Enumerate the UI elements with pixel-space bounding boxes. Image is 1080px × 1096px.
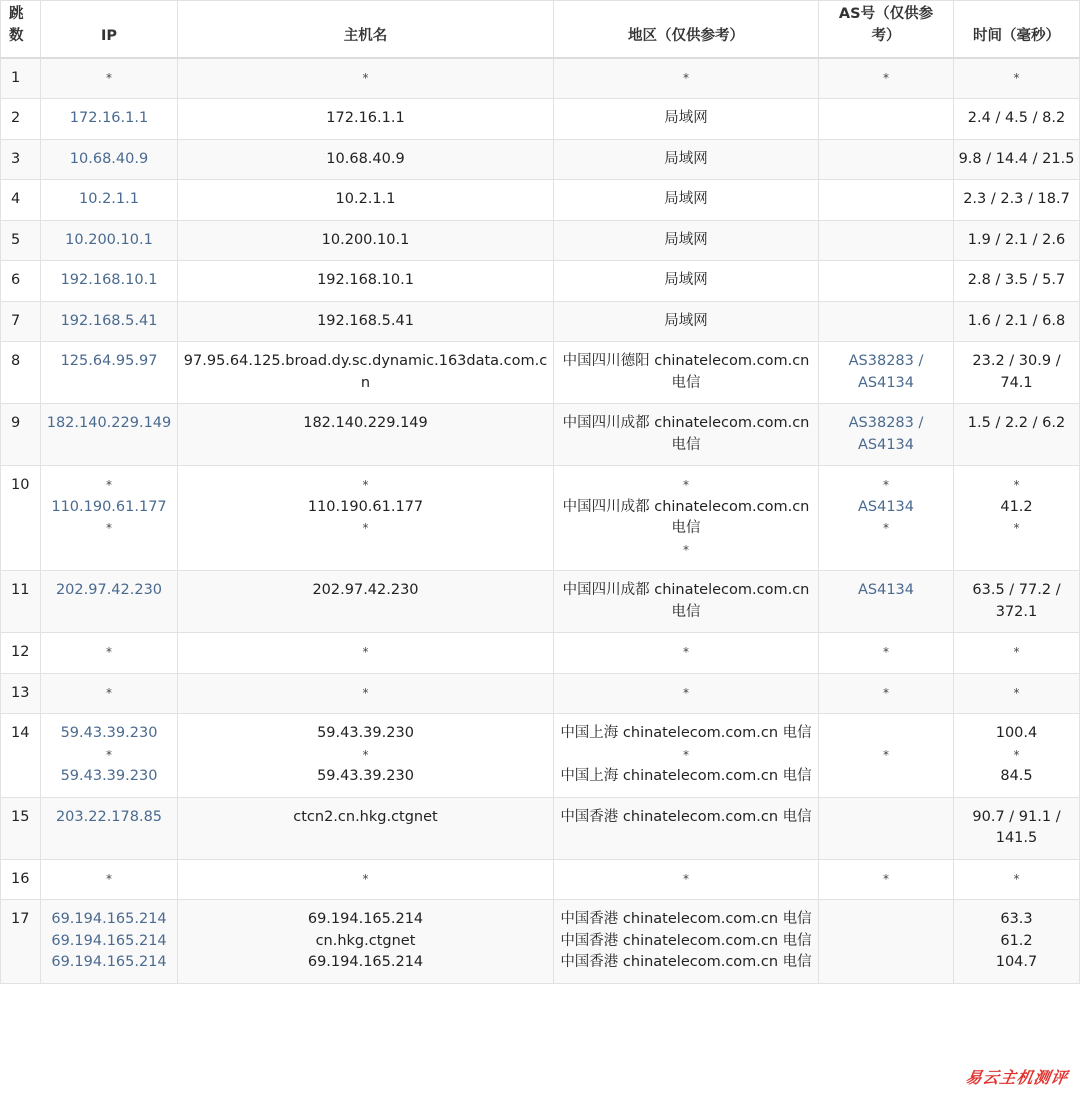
region-value: 中国四川德阳 chinatelecom.com.cn 电信 [562,353,810,391]
ip-cell [41,571,178,633]
latency-cell [954,58,1080,99]
as-number-cell [819,633,954,674]
as-number-link [823,766,949,788]
region-value: 中国四川成都 chinatelecom.com.cn 电信 [562,582,810,620]
no-response-marker: * [106,685,112,700]
hop-number: 1 [1,58,41,99]
header-as [819,1,954,58]
no-response-marker: * [106,70,112,85]
latency-value: 84.5 [1000,768,1033,784]
latency-cell [954,714,1080,798]
latency-cell [954,301,1080,342]
hop-number: 2 [1,99,41,140]
hostname-cell [178,342,554,404]
no-response-marker: * [106,871,112,886]
table-row [1,342,1080,404]
header-hop-label: 跳数 [9,6,24,44]
no-response-marker: * [362,521,369,535]
region-value: 中国香港 chinatelecom.com.cn 电信 [560,954,812,970]
ip-cell [41,58,178,99]
hostname-value: 10.68.40.9 [326,150,405,167]
region-cell [554,900,819,984]
latency-value: 2.4 / 4.5 / 8.2 [967,110,1066,126]
ip-link[interactable]: 202.97.42.230 [55,582,163,598]
no-response-marker: * [1013,685,1020,700]
ip-cell [41,139,178,180]
hostname-value: 202.97.42.230 [312,582,419,598]
no-response-marker: * [1013,478,1020,492]
no-response-marker: * [362,747,369,762]
as-number-link[interactable]: AS38283 / AS4134 [848,415,924,453]
as-number-cell [819,342,954,404]
ip-cell [41,714,178,798]
as-number-link[interactable]: AS4134 [857,498,915,515]
latency-value: 63.3 [1000,911,1033,927]
latency-value: 61.2 [1000,932,1033,949]
header-time: 时间（毫秒） [954,1,1080,58]
latency-cell [954,180,1080,221]
no-response-marker: * [683,645,689,659]
no-response-marker: * [883,685,889,700]
no-response-marker: * [1013,871,1020,886]
region-value: 中国香港 chinatelecom.com.cn 电信 [560,932,812,949]
no-response-marker: * [1013,645,1020,659]
hostname-cell [178,714,554,798]
as-number-cell [819,571,954,633]
ip-cell [41,342,178,404]
latency-value: 1.9 / 2.1 / 2.6 [967,231,1066,248]
hostname-value: cn.hkg.ctgnet [315,932,416,949]
hostname-value: 110.190.61.177 [307,498,424,515]
region-value: 中国香港 chinatelecom.com.cn 电信 [560,808,812,825]
as-number-cell [819,900,954,984]
latency-value: 100.4 [995,725,1038,741]
region-cell [554,571,819,633]
ip-cell [41,99,178,140]
as-number-cell [819,99,954,140]
latency-value: 1.6 / 2.1 / 6.8 [967,312,1066,329]
hostname-cell [178,58,554,99]
hostname-value: 10.200.10.1 [321,231,410,248]
region-value: 局域网 [664,150,708,167]
hostname-value: 192.168.10.1 [317,272,414,288]
table-row [1,139,1080,180]
as-number-cell [819,466,954,571]
hostname-cell [178,900,554,984]
as-number-cell [819,404,954,466]
latency-cell [954,900,1080,984]
table-row [1,714,1080,798]
no-response-marker: * [1013,747,1020,762]
no-response-marker: * [883,521,889,535]
hop-number: 9 [1,404,41,466]
as-number-link[interactable]: AS38283 / AS4134 [848,353,924,391]
region-cell [554,673,819,714]
latency-value: 63.5 / 77.2 / 372.1 [972,582,1061,620]
hostname-cell [178,797,554,859]
hostname-cell [178,301,554,342]
region-cell [554,342,819,404]
no-response-marker: * [683,478,689,492]
region-value: 中国四川成都 chinatelecom.com.cn 电信 [562,415,810,453]
header-as-label: AS号（仅供参考） [838,6,934,44]
table-row [1,99,1080,140]
ip-link[interactable]: 192.168.5.41 [60,312,158,329]
latency-cell [954,633,1080,674]
region-value: 中国上海 chinatelecom.com.cn 电信 [560,725,812,741]
region-cell [554,261,819,302]
hostname-cell [178,633,554,674]
region-cell [554,714,819,798]
hostname-value: 172.16.1.1 [326,110,405,126]
as-number-cell [819,797,954,859]
table-row [1,633,1080,674]
hop-number: 10 [1,466,41,571]
ip-cell [41,900,178,984]
no-response-marker: * [106,645,112,659]
latency-value: 90.7 / 91.1 / 141.5 [972,808,1061,846]
table-row [1,180,1080,221]
no-response-marker: * [362,871,369,886]
region-cell [554,180,819,221]
no-response-marker: * [106,478,112,492]
no-response-marker: * [362,645,369,659]
table-body [1,58,1080,984]
hostname-value: 69.194.165.214 [307,954,424,970]
as-number-cell [819,180,954,221]
hostname-value: 59.43.39.230 [317,725,414,741]
ip-cell [41,404,178,466]
ip-link[interactable]: 110.190.61.177 [51,498,167,515]
ip-link[interactable]: 192.168.10.1 [60,272,158,288]
ip-cell [41,301,178,342]
table-row [1,301,1080,342]
no-response-marker: * [1013,70,1020,85]
no-response-marker: * [883,871,889,886]
ip-cell [41,261,178,302]
hostname-cell [178,99,554,140]
table-row [1,900,1080,984]
region-value: 局域网 [664,272,708,288]
header-hop [1,1,41,58]
hostname-cell [178,859,554,900]
hop-number: 11 [1,571,41,633]
as-number-cell [819,139,954,180]
latency-value: 41.2 [1000,498,1033,515]
ip-cell [41,797,178,859]
region-cell [554,220,819,261]
region-cell [554,99,819,140]
table-row [1,404,1080,466]
no-response-marker: * [362,685,369,700]
as-number-link[interactable]: AS4134 [857,582,915,598]
ip-cell [41,466,178,571]
as-number-cell [819,301,954,342]
as-number-cell [819,714,954,798]
ip-link[interactable]: 203.22.178.85 [55,808,163,825]
header-row [1,1,1080,58]
table-header [1,1,1080,58]
region-value: 中国香港 chinatelecom.com.cn 电信 [560,911,812,927]
ip-link[interactable]: 10.200.10.1 [65,231,153,248]
hop-number: 14 [1,714,41,798]
region-value: 局域网 [664,312,708,329]
no-response-marker: * [106,521,112,535]
latency-cell [954,466,1080,571]
table-row [1,571,1080,633]
hostname-value: 97.95.64.125.broad.dy.sc.dynamic.163data.com.cn [183,353,548,391]
no-response-marker: * [883,478,889,492]
header-ip: IP [41,1,178,58]
table-row [1,261,1080,302]
no-response-marker: * [683,685,689,700]
no-response-marker: * [683,871,689,886]
as-number-cell [819,220,954,261]
no-response-marker: * [883,747,889,762]
table-row [1,859,1080,900]
latency-cell [954,859,1080,900]
latency-cell [954,99,1080,140]
region-cell [554,301,819,342]
hop-number: 16 [1,859,41,900]
no-response-marker: * [883,645,889,659]
ip-link[interactable]: 125.64.95.97 [60,353,158,369]
hop-number: 5 [1,220,41,261]
hostname-cell [178,220,554,261]
ip-link[interactable]: 69.194.165.214 [51,911,167,927]
hostname-cell [178,466,554,571]
ip-cell [41,220,178,261]
hostname-value: 192.168.5.41 [317,312,414,329]
hostname-cell [178,180,554,221]
header-region: 地区（仅供参考） [554,1,819,58]
ip-cell [41,633,178,674]
hostname-value: 69.194.165.214 [307,911,424,927]
hostname-cell [178,139,554,180]
ip-cell [41,673,178,714]
no-response-marker: * [362,478,369,492]
region-cell [554,404,819,466]
hop-number: 4 [1,180,41,221]
latency-cell [954,571,1080,633]
as-number-cell [819,58,954,99]
table-row [1,466,1080,571]
hostname-cell [178,571,554,633]
as-number-cell [819,261,954,302]
region-cell [554,58,819,99]
latency-value: 23.2 / 30.9 / 74.1 [972,353,1061,391]
no-response-marker: * [362,70,369,85]
region-value: 局域网 [664,231,708,248]
hop-number: 15 [1,797,41,859]
hostname-value: 10.2.1.1 [335,191,396,207]
no-response-marker: * [683,70,689,85]
ip-link[interactable]: 69.194.165.214 [51,932,167,949]
region-value: 局域网 [664,110,708,126]
no-response-marker: * [1013,521,1020,535]
latency-value: 9.8 / 14.4 / 21.5 [958,150,1075,167]
hop-number: 3 [1,139,41,180]
table-row [1,673,1080,714]
latency-value: 104.7 [995,954,1038,970]
latency-value: 2.3 / 2.3 / 18.7 [963,191,1070,207]
as-number-cell [819,859,954,900]
header-host: 主机名 [178,1,554,58]
latency-value: 1.5 / 2.2 / 6.2 [967,415,1066,431]
no-response-marker: * [683,542,689,557]
hostname-value: ctcn2.cn.hkg.ctgnet [293,808,438,825]
hop-number: 13 [1,673,41,714]
table-row [1,220,1080,261]
as-number-link [823,723,949,745]
hop-number: 17 [1,900,41,984]
table-row [1,58,1080,99]
latency-value: 2.8 / 3.5 / 5.7 [967,272,1066,288]
ip-link[interactable]: 59.43.39.230 [60,725,158,741]
ip-link[interactable]: 59.43.39.230 [60,768,158,784]
no-response-marker: * [683,747,689,762]
as-number-cell [819,673,954,714]
hostname-cell [178,673,554,714]
region-cell [554,466,819,571]
no-response-marker: * [106,747,112,762]
hostname-cell [178,261,554,302]
latency-cell [954,342,1080,404]
latency-cell [954,139,1080,180]
ip-link[interactable]: 10.2.1.1 [79,191,139,207]
hop-number: 12 [1,633,41,674]
hop-number: 6 [1,261,41,302]
region-cell [554,859,819,900]
region-cell [554,797,819,859]
ip-link[interactable]: 10.68.40.9 [69,150,149,167]
region-value: 局域网 [664,191,708,207]
no-response-marker: * [883,70,889,85]
latency-cell [954,261,1080,302]
ip-cell [41,180,178,221]
region-value: 中国上海 chinatelecom.com.cn 电信 [560,768,812,784]
region-value: 中国四川成都 chinatelecom.com.cn 电信 [562,498,810,536]
region-cell [554,139,819,180]
latency-cell [954,797,1080,859]
ip-cell [41,859,178,900]
hostname-value: 182.140.229.149 [303,415,428,431]
region-cell [554,633,819,674]
ip-link[interactable]: 69.194.165.214 [51,954,167,970]
table-row [1,797,1080,859]
latency-cell [954,404,1080,466]
watermark: 易云主机测评 [964,1068,1070,1087]
hostname-value: 59.43.39.230 [317,768,414,784]
ip-link[interactable]: 182.140.229.149 [46,415,172,431]
latency-cell [954,220,1080,261]
hop-number: 8 [1,342,41,404]
ip-link[interactable]: 172.16.1.1 [69,110,149,126]
hostname-cell [178,404,554,466]
hop-number: 7 [1,301,41,342]
latency-cell [954,673,1080,714]
